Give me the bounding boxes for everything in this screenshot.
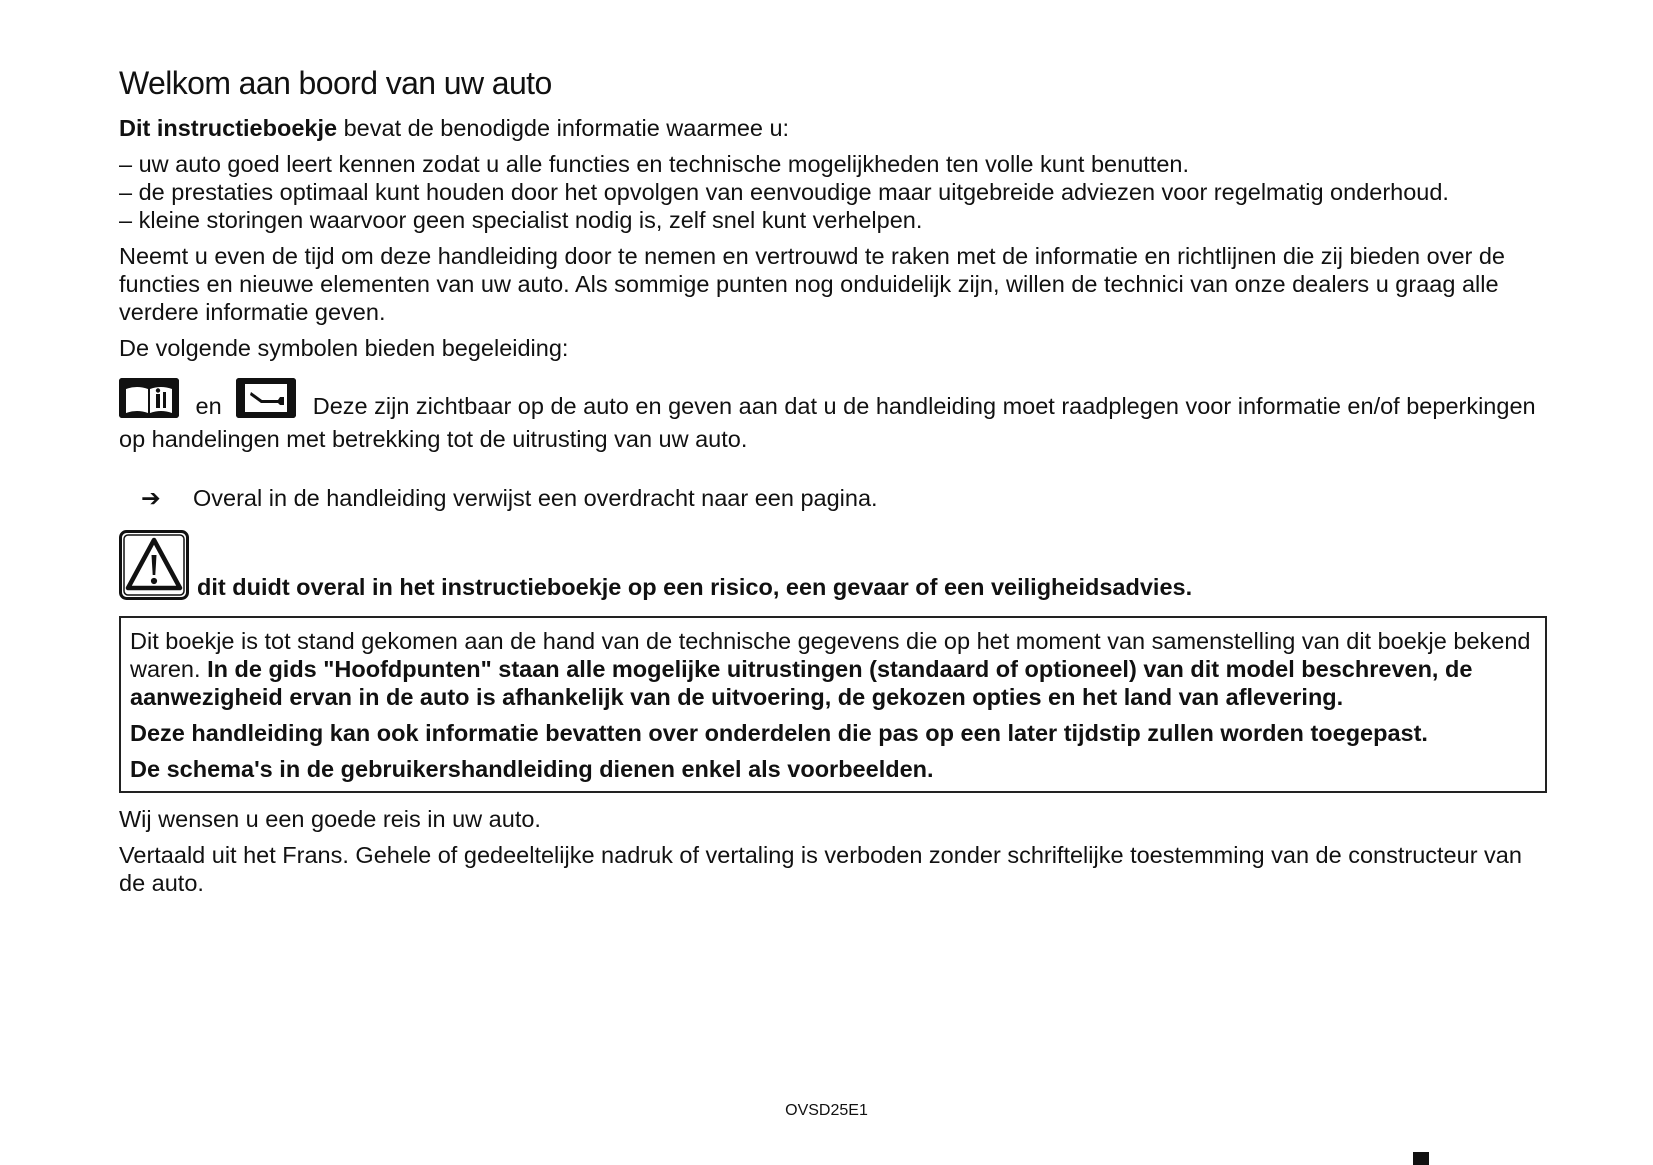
page-corner-mark xyxy=(1413,1152,1429,1165)
cross-reference-row xyxy=(119,484,1547,512)
symbols-intro: De volgende symbolen bieden begeleiding: xyxy=(119,335,569,361)
purpose-list xyxy=(119,150,1547,234)
intro-bold-text: Dit instructieboekje xyxy=(119,115,338,141)
closing-text: Wij wensen u een goede reis in uw auto. xyxy=(119,806,541,832)
list-item: – de prestaties optimaal kunt houden door het opvolgen van eenvoudige maar uitgebreide adviezen voor regelmatig onderhoud. xyxy=(119,179,1449,205)
notice-bold-text: In de gids "Hoofdpunten" staan alle mogelijke uitrustingen (standaard of optioneel) van dit model beschreven, de aanwezigheid ervan in de auto is afhankelijk van de uitvoering, de gekozen opties en het land van aflevering. xyxy=(130,656,1473,710)
intro-text: bevat de benodigde informatie waarmee u: xyxy=(337,115,790,141)
list-item: – kleine storingen waarvoor geen specialist nodig is, zelf snel kunt verhelpen. xyxy=(119,207,923,233)
warning-text: dit duidt overal in het instructieboekje op een risico, een gevaar of een veiligheidsadvies. xyxy=(197,574,1193,600)
cross-reference-text: Overal in de handleiding verwijst een overdracht naar een pagina. xyxy=(193,485,878,511)
notice-text: Dit boekje is tot stand gekomen aan de hand van de technische gegevens die op het moment van samenstelling van dit boekje bekend waren. xyxy=(130,628,1531,682)
page-title: Welkom aan boord van uw auto xyxy=(119,65,552,101)
list-item: – uw auto goed leert kennen zodat u alle functies en technische mogelijkheden ten volle kunt benutten. xyxy=(119,151,1189,177)
manual-book-icon xyxy=(119,378,179,418)
notice-paragraph-1 xyxy=(130,627,1535,711)
notice-paragraph-3: De schema's in de gebruikershandleiding dienen enkel als voorbeelden. xyxy=(130,756,934,782)
arrow-right-icon: ➔ xyxy=(141,485,161,511)
document-code: OVSD25E1 xyxy=(785,1102,868,1119)
notice-box xyxy=(119,616,1547,793)
take-time-paragraph: Neemt u even de tijd om deze handleiding door te nemen en vertrouwd te raken met de informatie en richtlijnen die zij bieden over de functies en nieuwe elementen van uw auto. Als sommige punten nog onduidelijk zijn, willen de technici van onze dealers u graag alle verdere informatie geven. xyxy=(119,243,1506,325)
document-page xyxy=(119,62,1547,897)
symbols-connector: en xyxy=(195,393,222,419)
copyright-text: Vertaald uit het Frans. Gehele of gedeeltelijke nadruk of vertaling is verboden zonder schriftelijke toestemming van de constructeur van de auto. xyxy=(119,842,1522,896)
intro-paragraph xyxy=(119,114,1547,142)
symbols-text: Deze zijn zichtbaar op de auto en geven aan dat u de handleiding moet raadplegen voor informatie en/of beperkingen op handelingen met betrekking tot de uitrusting van uw auto. xyxy=(119,393,1536,452)
symbols-explanation xyxy=(119,378,1547,456)
warning-triangle-icon xyxy=(119,530,189,600)
notice-paragraph-2: Deze handleiding kan ook informatie bevatten over onderdelen die pas op een later tijdstip zullen worden toegepast. xyxy=(130,720,1428,746)
wrench-icon xyxy=(236,378,296,418)
warning-row xyxy=(119,530,1547,600)
